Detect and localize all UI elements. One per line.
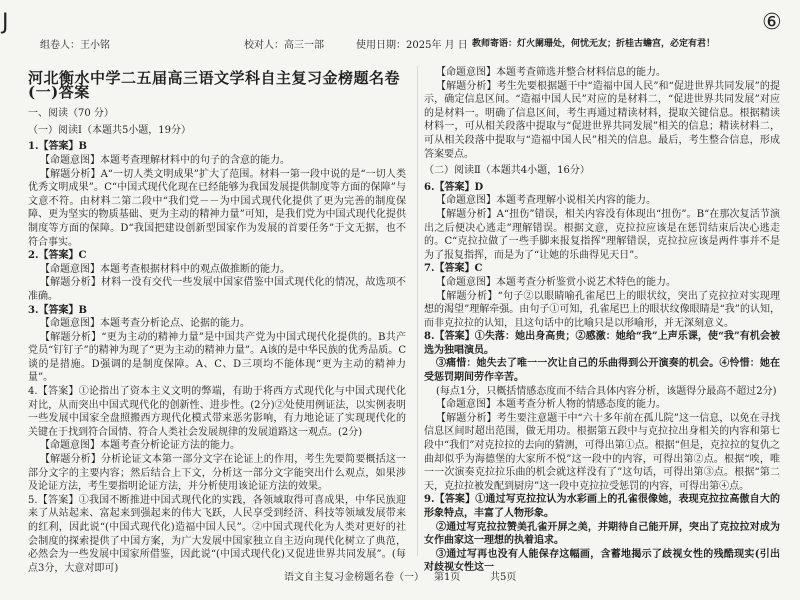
answer-q8: 8.【答案】①失落：她出身高贵；②感激：她给“我”上声乐课，使“我”有机会被选为独唱演员。 — [424, 331, 780, 356]
intent-q6: 【命题意图】本题考查理解小说相关内容的能力。 — [436, 195, 656, 207]
page-title: 河北衡水中学二五届高三语文学科自主复习金榜题名卷(一)答案 — [28, 69, 401, 101]
answer-q5: 5.【答案】①我国不断推进中国式现代化的实践，各领域取得可喜成果，中华民族迎来了从站起来、富起来到强起来的伟大飞跃，人民享受到经济、科技等领域发展带来的红利，因此说“(中国式现代化)造福中国人民”。②中国式现代化为人类对更好的社会制度的探索提供了中国方案，为广大发展中国家独立自主迈向现代化树立了典范，必然会为一些发展中国家所借鉴，因此说“(中国式现代化)又促进世界共同发展”。(每点3分，大意对即可) — [28, 494, 406, 574]
answer-q9: 9.【答案】①通过写克拉拉认为水彩画上的孔雀很像她，表现克拉拉高傲自大的形象特点，丰富了人物形象。 — [424, 494, 780, 519]
footer-total-pages: 共5页 — [490, 572, 517, 583]
usage-date — [356, 36, 468, 51]
reviewer-label: 校对人： — [244, 40, 284, 51]
scoring-q8: (每点1分，只概括情感态度而不结合具体内容分析，该题得分最高不超过2分) — [436, 385, 777, 397]
intent-q8: 【命题意图】本题考查分析人物的情感态度的能力。 — [436, 399, 666, 411]
intent-q3: 【命题意图】本题考查分析论点、论据的能力。 — [40, 318, 250, 330]
date-label: 使用日期： — [356, 40, 406, 51]
analysis-q7: 【解题分析】“句子②以眼睛喻孔雀尾巴上的眼状纹，突出了克拉拉对实现理想的渴望”理解牵强。由句子①可知，孔雀尾巴上的眼状纹像眼睛是“我”的认知，而非克拉拉的认知，且这句话中的比喻只是以形喻形，并无深刻意义。 — [424, 290, 780, 329]
column-divider — [417, 66, 418, 556]
analysis-q6: 【解题分析】A“扭伤”错误，相关内容没有体现出“扭伤”。B“在那次复活节演出之后便决心逃走”理解错误。根据文意，克拉拉应该是在惩罚结束后决心逃走的。C“克拉拉做了一些手脚来报复指挥”理解错误，克拉拉应该是两件事并不是为了报复指挥，而是为了“让她的乐曲得见天日”。 — [424, 208, 780, 261]
subsection-reading-2: （二）阅读Ⅱ（本题共4小题，16分） — [424, 165, 590, 177]
intent-q4: 【命题意图】本题考查分析论证方法的能力。 — [40, 440, 240, 452]
intent-q2: 【命题意图】本题考查根据材料中的观点做推断的能力。 — [40, 263, 290, 275]
intent-q1: 【命题意图】本题考查理解材料中的句子的含意的能力。 — [40, 154, 290, 166]
intent-q7: 【命题意图】本题考查分析鉴赏小说艺术特色的能力。 — [436, 276, 676, 288]
answer-q8-cont: ③痛惜：她失去了唯一一次让自己的乐曲得到公开演奏的机会。④怜惜：她在受惩罚期间劳作辛苦。 — [424, 358, 780, 384]
left-column — [28, 66, 406, 575]
footer-exam-name: 语文自主复习金榜题名卷（一） — [284, 572, 424, 583]
right-column — [424, 66, 780, 575]
analysis-q4: 【解题分析】分析论证文本第一部分文字在论证上的作用，考生先要简要概括这一部分文字的主要内容；然后结合上下文，分析这一部分文字能突出什么观点，如果涉及论证方法，考生要指明论证方法，并分析使用该论证方法的效果。 — [28, 454, 406, 493]
answer-q3: 3.【答案】B — [28, 304, 87, 316]
analysis-q5: 【解题分析】考生先要根据题干中“造福中国人民”和“促进世界共同发展”的提示，确定信息区间。“造福中国人民”对应的是材料二，“促进世界共同发展”对应的是材料一。明确了信息区间，考生再通过精读材料，提取关键信息。根据精读材料一，可从相关段落中提取与“促进世界共同发展”相关的信息；精读材料二，可从相关段落中提取与“造福中国人民”相关的信息。最后，考生整合信息，形成答案要点。 — [424, 80, 780, 160]
corner-mark-left: J — [2, 10, 9, 35]
date-value: 2025年 月 日 — [406, 40, 468, 51]
answer-q1: 1.【答案】B — [28, 141, 87, 153]
group-leader-label: 组卷人： — [40, 40, 80, 51]
group-leader-name: 王小铭 — [80, 40, 110, 51]
answer-q7: 7.【答案】C — [424, 263, 483, 275]
answer-q9-point2: ②通过写克拉拉赞美孔雀开屏之美，并期待自己能开屏，突出了克拉拉对成为女作曲家这一理想的执着追求。 — [424, 521, 780, 547]
group-leader — [40, 36, 110, 51]
subsection-reading-1: （一）阅读Ⅰ（本题共5小题，19分） — [28, 124, 192, 136]
answer-q6: 6.【答案】D — [424, 181, 484, 193]
corner-mark-right: ⑥ — [762, 10, 782, 35]
footer-page-number: 第1页 — [434, 572, 461, 583]
answer-q2: 2.【答案】C — [28, 250, 87, 262]
analysis-q3: 【解题分析】“更为主动的精神力量”是中国共产党为中国式现代化提供的。B共产党员“钉钉子”的精神为现了“更为主动的精神力量”。A该的是中华民族的优秀品质。C谈的是措施。D强调的是制度保障。A、C、D三项均不能体现“更为主动的精神力量”。 — [28, 331, 406, 384]
analysis-q1: 【解题分析】A“一切人类文明成果”扩大了范围。材料一第一段中说的是“一切人类优秀文明成果”。C“中国式现代化现在已经能够为我国发展提供制度等方面的保障”与文意不符。由材料二第二段中“我们党－－为中国式现代化提供了更为完善的制度保障、更为坚实的物质基础、更为主动的精神力量”可知，是我们党为中国式现代化提供制度等方面的保障。D“我国把建设创新型国家作为发展的首要任务”于文无据，也不符合事实。 — [28, 168, 406, 248]
answer-q9-point3: ③通过写再也没有人能保存这幅画，含蓄地揭示了歧视女性的残酷现实(引出对歧视女性这一 — [424, 548, 780, 574]
analysis-q2: 【解题分析】材料一没有交代一些发展中国家借鉴中国式现代化的情况，故选项不准确。 — [28, 277, 406, 302]
analysis-q8: 【解题分析】考生要注意题干中“六十多年前在孤儿院”这一信息，以免在寻找信息区间时超出范围，做无用功。根据第五段中与克拉拉出身相关的内容和第七段中“我们”对克拉拉的去向的猜测，可得出第①点。根据“但是，克拉拉的复仇之曲却似乎为海德堡的大家所不悦”这一段中的内容，可得出第②点。根据“唉，唯一一次演奏克拉拉乐曲的机会就这样没有了”这句话，可得出第③点。根据“第二天，克拉拉被发配到厨房”这一段中克拉拉受惩罚的内容，可得出第④点。 — [424, 412, 780, 492]
reviewer — [244, 36, 324, 51]
reviewer-name: 高三一部 — [284, 40, 324, 51]
section-reading: 一、阅读（70 分） — [28, 108, 114, 120]
answer-q4: 4.【答案】①论指出了资本主义文明的弊端，有助于将西方式现代化与中国式现代化对比，从而突出中国式现代化的创新性、进步性。(2分)②处使用例证法，以实例表明一些发展中国家全盘照搬西方现代化模式带来恶劣影响，有力地论证了实现现代化的关键在于找到符合国情、符合人类社会发展规律的发展道路这一观点。(2分) — [28, 386, 406, 438]
teacher-message: 教师寄语：灯火阑珊处，何忧无友；折桂古蟾宫，必定有君！ — [472, 39, 716, 49]
intent-q5: 【命题意图】本题考查筛选并整合材料信息的能力。 — [436, 67, 666, 78]
